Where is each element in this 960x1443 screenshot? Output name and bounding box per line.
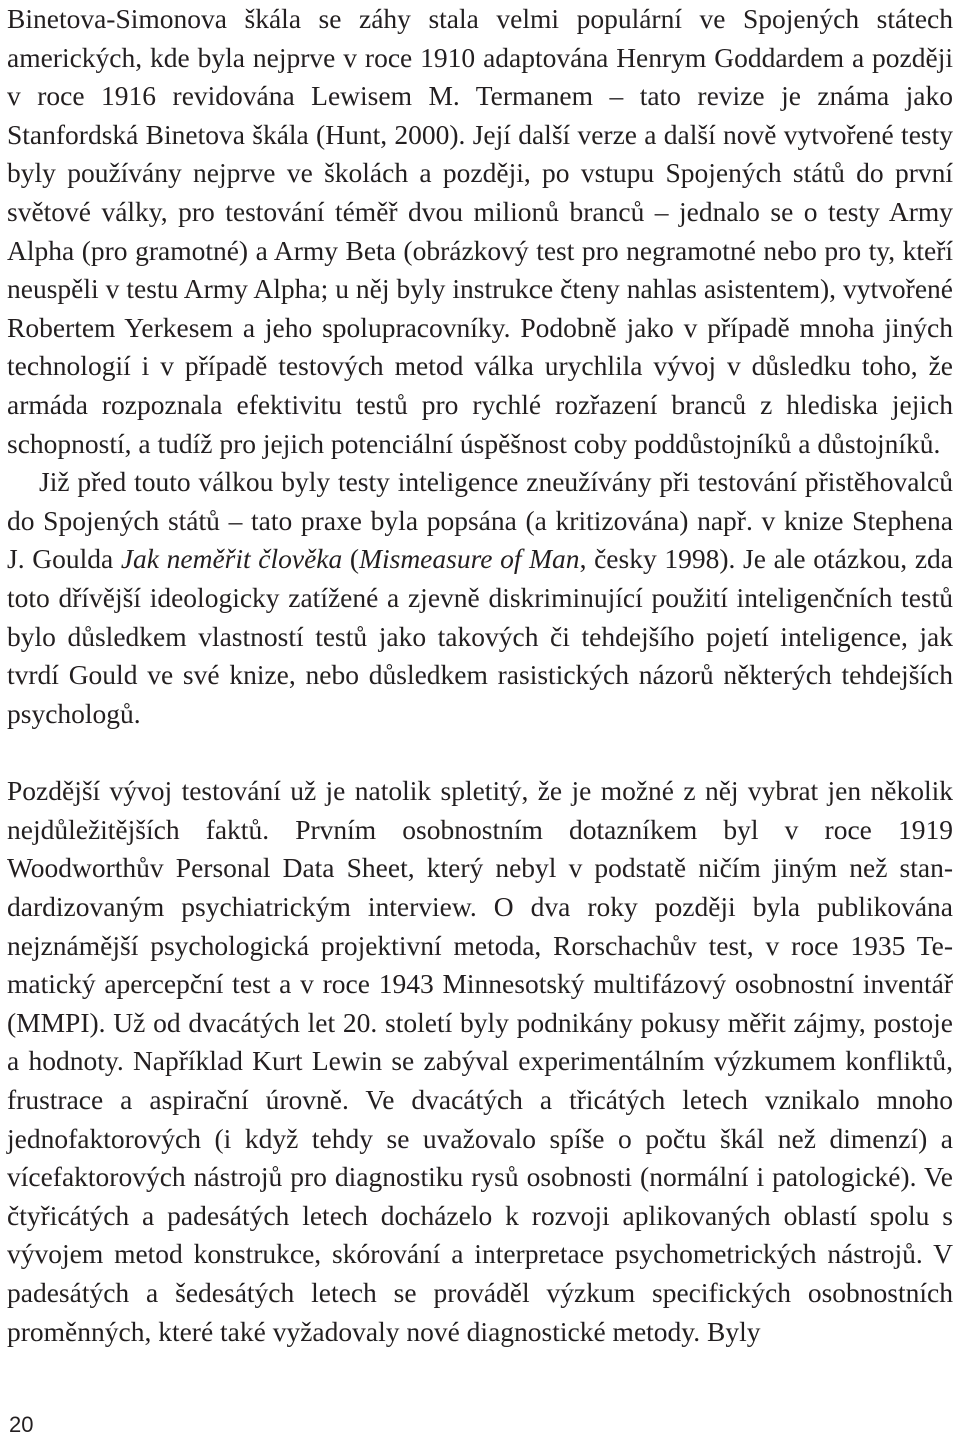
paragraph-intelligence-testing-misuse bbox=[7, 463, 953, 733]
paragraph-text: Již před touto válkou byly testy inteligence zneužívány při testování přistěhovalců do Spojených států – tato praxe byla popsána (a kritizována) např. v knize Stephena J. Goulda bbox=[7, 466, 953, 575]
paragraph-later-testing-development: Pozdější vývoj testování už je natolik spletitý, že je možné z něj vybrat jen několik nejdůležitějších faktů. Prvním osobnostním dotazníkem byl v roce 1919 Woodworthův Personal Data Sheet, který nebyl v podstatě ničím jiným než standardizovaným psychiatrickým interview. O dva roky později byla publikována nejznámější psychologická projektivní metoda, Rorschachův test, v roce 1935 Tematický apercepční test a v roce 1943 Minnesotský multifázový osobnostní inventář (MMPI). Už od dvacátých let 20. století byly podnikány pokusy měřit zájmy, postoje a hodnoty. Například Kurt Lewin se zabýval experimentálním výzkumem konfliktů, frustrace a aspirační úrovně. Ve dvacátých a třicátých letech vznikalo mnoho jednofaktorových (i když tehdy se uvažovalo spíše o počtu škál než dimenzí) a vícefaktorových nástrojů pro diagnostiku rysů osobnosti (normální i patologické). Ve čtyřicátých a padesátých letech docházelo k rozvoji aplikovaných oblastí spolu s vývojem metod konstrukce, skórování a interpretace psychometrických nástrojů. V padesátých a šedesátých letech se prováděl výzkum specifických osobnostních proměnných, které také vyžadovaly nové diagnostické metody. Byly bbox=[7, 775, 953, 1347]
book-title-english: Mismeasure of Man bbox=[359, 543, 580, 575]
paragraph-binet-simon-scale: Binetova-Simonova škála se záhy stala velmi populární ve Spojených státech amerických, kde byla nejprve v roce 1910 adaptována Henrym Goddardem a později v roce 1916 revidována Lewisem M. Termanem – tato revize je známa jako Stanfordská Binetova škála (Hunt, 2000). Její další verze a další nově vytvořené testy byly používány nejprve ve školách a později, po vstupu Spojených států do první světové války, pro testování téměř dvou milionů branců – jednalo se o testy Army Alpha (pro gramotné) a Army Beta (obrázkový test pro negramotné nebo pro ty, kteří neuspěli v testu Army Alpha; u něj byly instrukce čteny nahlas asistentem), vytvořené Robertem Yerkesem a jeho spolupracovníky. Podobně jako v případě mnoha jiných technologií i v případě testových metod válka urychlila vývoj v důsledku toho, že armáda rozpoznala efektivitu testů pro rychlé rozřazení branců z hlediska jejich schopností, a tudíž pro jejich potenciální úspěšnost coby poddůstojníků a důstojníků. bbox=[7, 3, 953, 459]
paragraph-text: , česky 1998). Je ale otázkou, zda toto dřívější ideologicky zatížené a zjevně diskriminující použití inteligenčních testů bylo důsledkem vlastností testů jako takových či tehdejšího pojetí inteligence, jak tvrdí Gould ve své knize, nebo důsledkem rasistických názorů některých tehdejších psychologů. bbox=[7, 543, 953, 729]
book-title-czech: Jak neměřit člověka bbox=[120, 543, 343, 575]
paragraph-text: ( bbox=[342, 543, 360, 575]
page-number: 20 bbox=[9, 1412, 34, 1437]
page-body bbox=[7, 0, 953, 1351]
